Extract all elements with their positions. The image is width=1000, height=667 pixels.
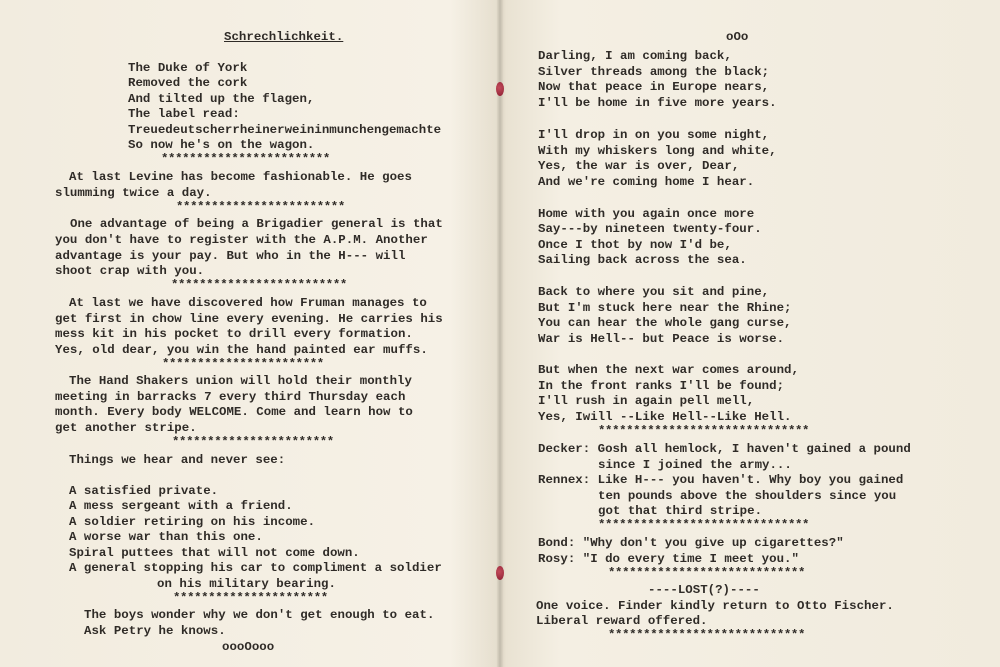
poem-line-5: Treuedeutscherrheinerweininmunchengemachte [128,123,442,137]
rennex-line-1: Rennex: Like H--- you haven't. Why boy you gained [538,473,904,487]
handshakers-line-4: get another stripe. [55,421,197,435]
divider-r4: **************************** [608,628,805,642]
song-v2-line-3: Yes, the war is over, Dear, [538,159,740,173]
levine-line-1: At last Levine has become fashionable. He goes [69,170,412,184]
things-item-2: A mess sergeant with a friend. [69,499,293,513]
levine-line-2: slumming twice a day. [55,186,212,200]
divider-2: ************************ [176,200,345,214]
brigadier-line-1: One advantage of being a Brigadier general is that [70,217,443,231]
things-item-3: A soldier retiring on his income. [69,515,316,529]
song-v2-line-4: And we're coming home I hear. [538,175,755,189]
fruman-line-2: get first in chow line every evening. He carries his [55,312,443,326]
divider-r2: ****************************** [598,518,810,532]
fruman-line-4: Yes, old dear, you win the hand painted ear muffs. [55,343,428,357]
petry-line-1: The boys wonder why we don't get enough to eat. [84,608,435,622]
song-v4-line-3: You can hear the whole gang curse, [538,316,792,330]
handshakers-line-3: month. Every body WELCOME. Come and learn how to [55,405,413,419]
song-v1-line-4: I'll be home in five more years. [538,96,777,110]
brigadier-line-3: advantage is your pay. But who in the H--- will [55,249,406,263]
right-page [500,0,1000,667]
brigadier-line-4: shoot crap with you. [55,264,205,278]
end-mark: oooOooo [222,640,275,654]
things-item-5: Spiral puttees that will not come down. [69,546,360,560]
song-v5-line-3: I'll rush in again pell mell, [538,394,755,408]
fruman-line-1: At last we have discovered how Fruman manages to [69,296,427,310]
poem-line-3: And tilted up the flagen, [128,92,315,106]
divider-6: ********************** [173,591,328,605]
rennex-line-3: got that third stripe. [598,504,763,518]
rosy-line: Rosy: "I do every time I meet you." [538,552,799,566]
song-v2-line-1: I'll drop in on you some night, [538,128,770,142]
song-v5-line-4: Yes, Iwill --Like Hell--Like Hell. [538,410,792,424]
song-v3-line-1: Home with you again once more [538,207,755,221]
divider-5: *********************** [172,435,334,449]
brigadier-line-2: you don't have to register with the A.P.M. Another [55,233,428,247]
song-v4-line-2: But I'm stuck here near the Rhine; [538,301,792,315]
song-v5-line-1: But when the next war comes around, [538,363,799,377]
rennex-line-2: ten pounds above the shoulders since you [598,489,897,503]
song-v1-line-2: Silver threads among the black; [538,65,770,79]
things-heading: Things we hear and never see: [69,453,286,467]
lost-line-2: Liberal reward offered. [536,614,708,628]
poem-line-6: So now he's on the wagon. [128,138,315,152]
song-v2-line-2: With my whiskers long and white, [538,144,777,158]
song-v3-line-2: Say---by nineteen twenty-four. [538,222,762,236]
handshakers-line-1: The Hand Shakers union will hold their monthly [69,374,412,388]
divider-r1: ****************************** [598,424,810,438]
fruman-line-3: mess kit in his pocket to drill every formation. [55,327,413,341]
lost-line-1: One voice. Finder kindly return to Otto Fischer. [536,599,894,613]
divider-1: ************************ [161,152,330,166]
top-mark: oOo [726,30,749,44]
handshakers-line-2: meeting in barracks 7 every third Thursday each [55,390,406,404]
things-item-4: A worse war than this one. [69,530,263,544]
divider-3: ************************* [171,278,347,292]
things-item-6b: on his military bearing. [157,577,336,591]
decker-line-1: Decker: Gosh all hemlock, I haven't gained a pound [538,442,911,456]
poem-line-4: The label read: [128,107,240,121]
things-item-1: A satisfied private. [69,484,219,498]
decker-line-2: since I joined the army... [598,458,792,472]
divider-r3: **************************** [608,566,805,580]
poem-line-1: The Duke of York [128,61,248,75]
song-v3-line-4: Sailing back across the sea. [538,253,747,267]
song-v1-line-1: Darling, I am coming back, [538,49,732,63]
lost-heading: ----LOST(?)---- [648,583,760,597]
page-title: Schrechlichkeit. [224,30,344,44]
bond-line: Bond: "Why don't you give up cigarettes?" [538,536,844,550]
song-v4-line-1: Back to where you sit and pine, [538,285,770,299]
song-v5-line-2: In the front ranks I'll be found; [538,379,785,393]
petry-line-2: Ask Petry he knows. [84,624,226,638]
song-v1-line-3: Now that peace in Europe nears, [538,80,770,94]
things-item-6a: A general stopping his car to compliment a soldier [69,561,442,575]
poem-line-2: Removed the cork [128,76,248,90]
song-v4-line-4: War is Hell-- but Peace is worse. [538,332,785,346]
song-v3-line-3: Once I thot by now I'd be, [538,238,732,252]
divider-4: *********************** [162,357,324,371]
